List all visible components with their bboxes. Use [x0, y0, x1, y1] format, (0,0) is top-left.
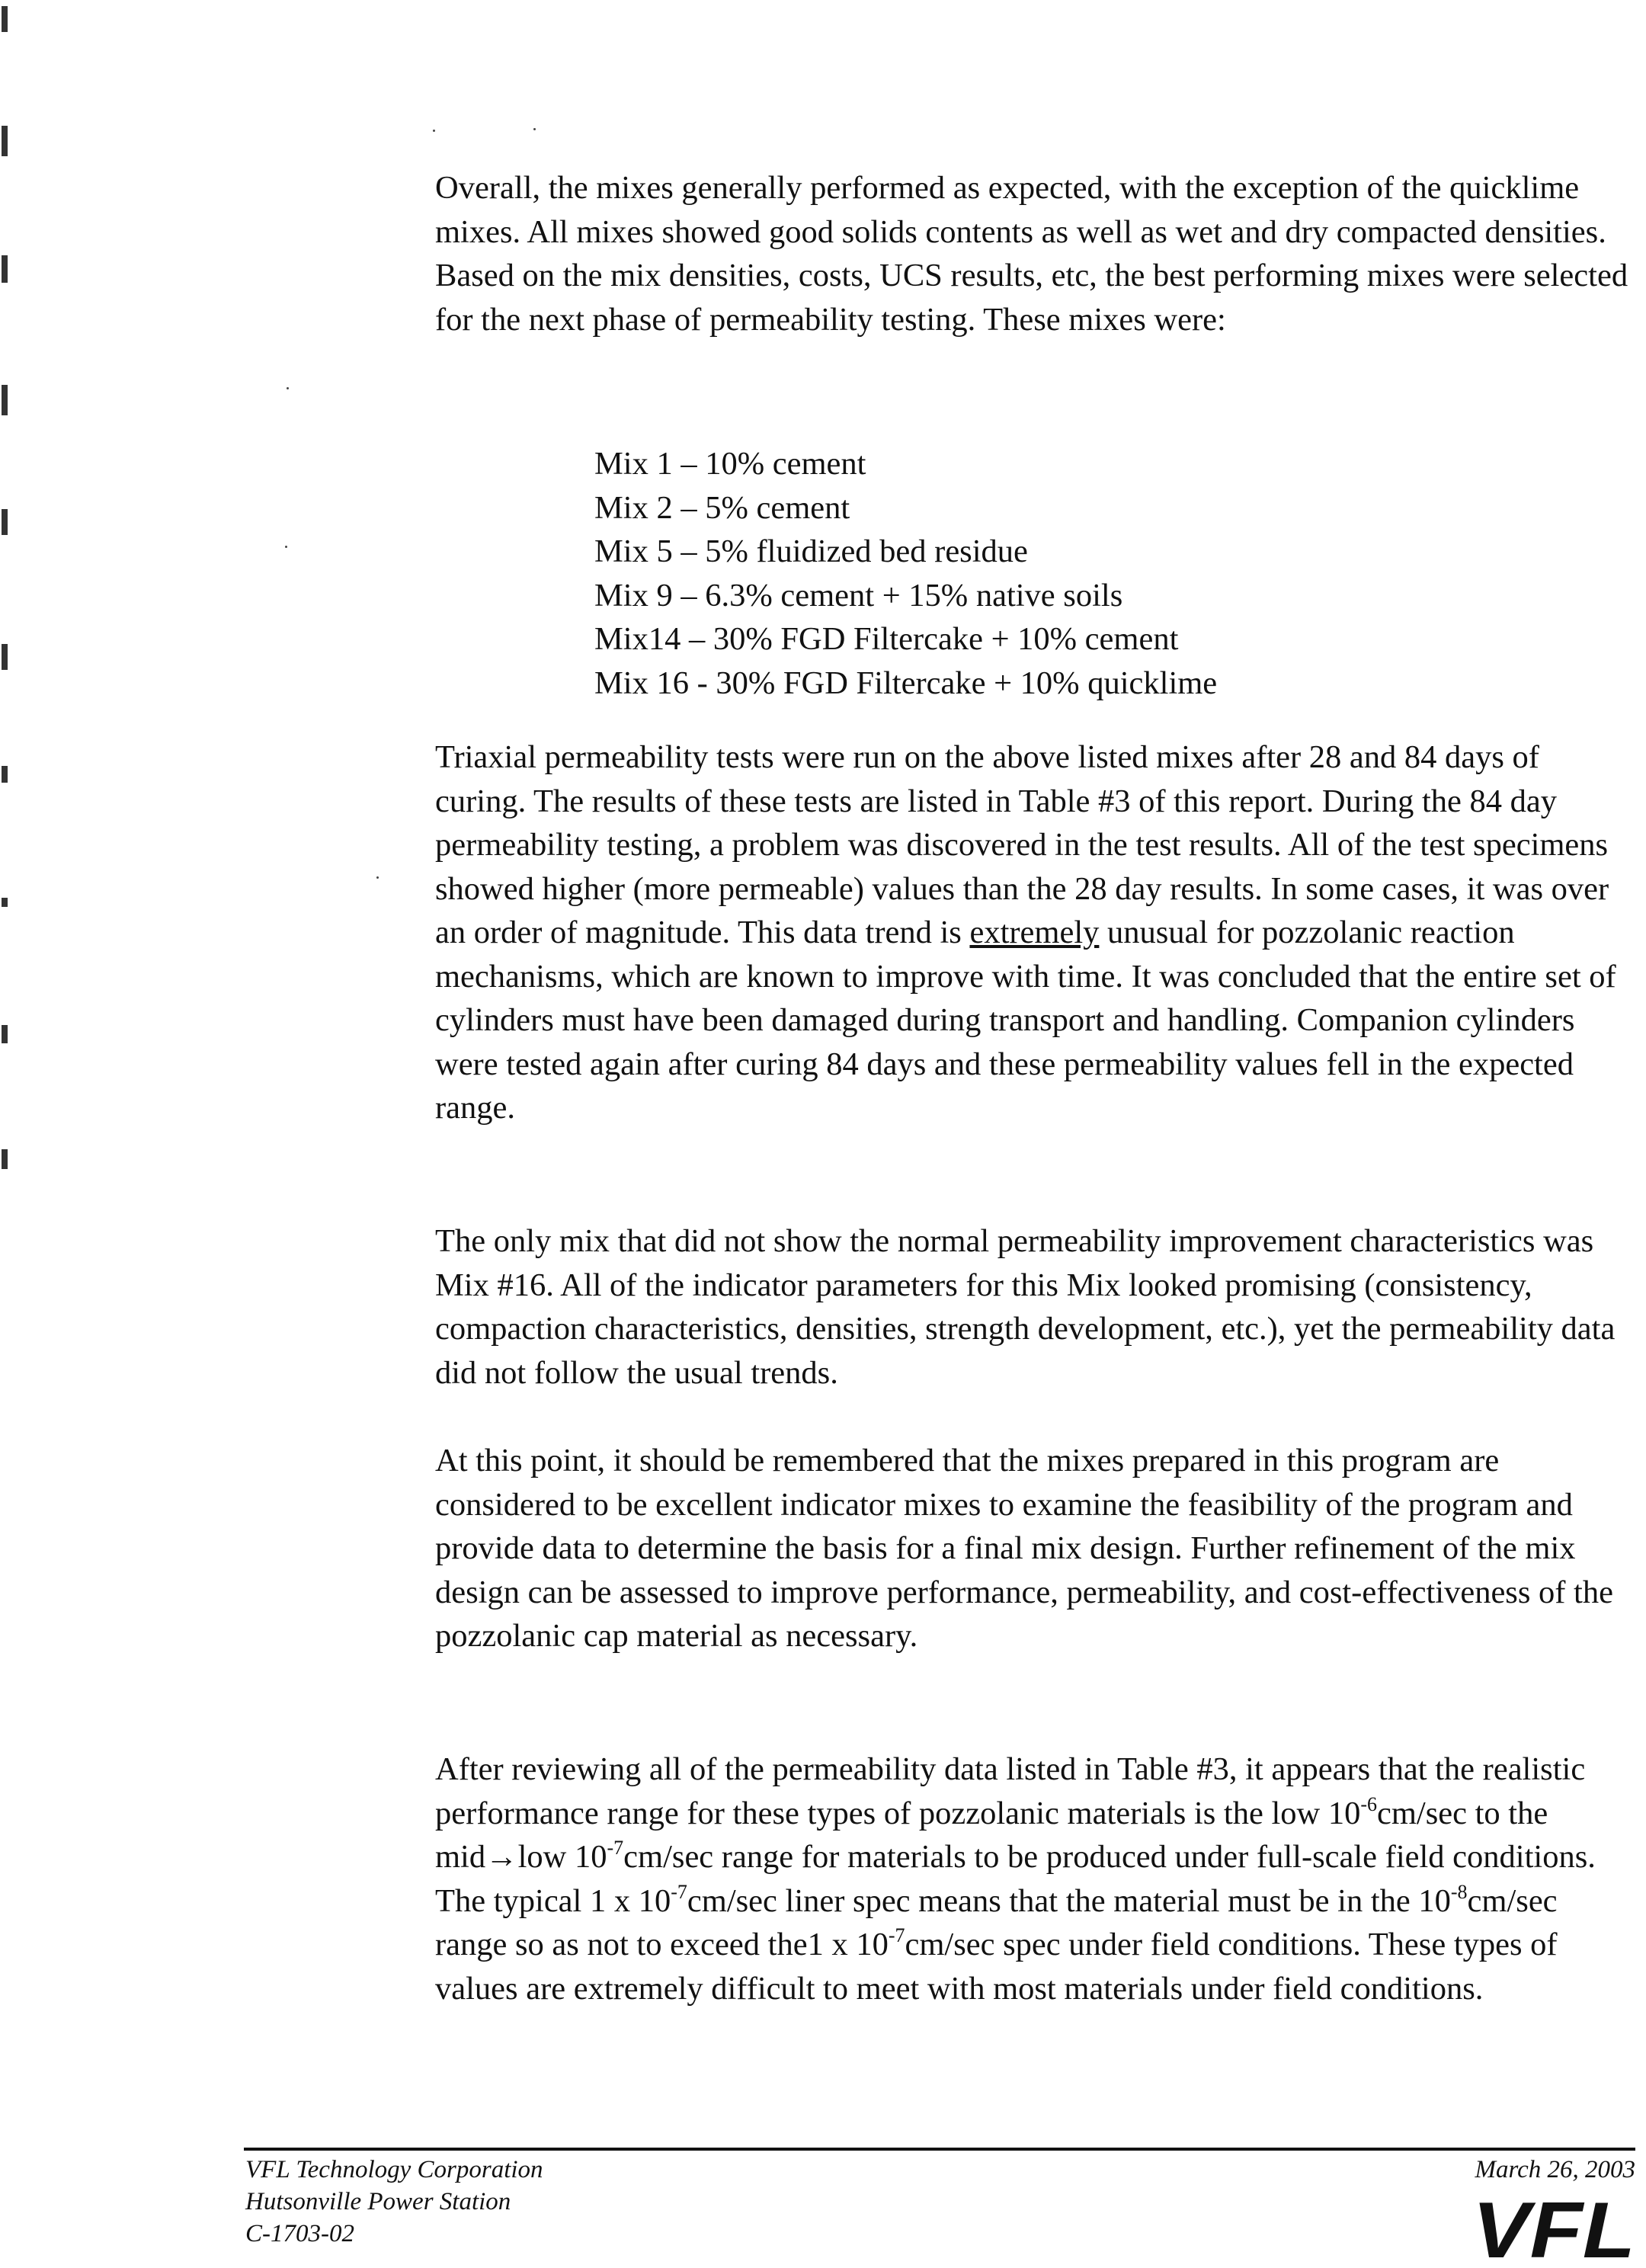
list-item: Mix 5 – 5% fluidized bed residue	[594, 533, 1028, 569]
footer-company: VFL Technology Corporation	[245, 2156, 543, 2183]
paragraph-text: cm/sec range so as not to exceed the1 x 10	[435, 1882, 1558, 1962]
paragraph-text: cm/sec range for materials to be produced under full-scale field conditions. The typical 1 x 10	[435, 1839, 1596, 1919]
paragraph-text: Triaxial permeability tests were run on the above listed mixes after 28 and 84 days of curing. The results of these tests are listed in Table #3 of this report. During the 84 day permeability testing, a problem was discovered in the test results. All of the test specimens showed higher (more permeable) values than the 28 day results. In some cases, it was over an order of magnitude. This data trend is	[435, 739, 1609, 950]
list-item: Mix14 – 30% FGD Filtercake + 10% cement	[594, 621, 1179, 657]
paragraph-performance-range	[435, 1747, 1632, 2010]
scan-margin-marks	[0, 0, 30, 1296]
paragraph-text: unusual for pozzolanic reaction mechanisms, which are known to improve with time. It was concluded that the entire set of cylinders must have been damaged during transport and handling. Companion cylinders were tested again after curing 84 days and these permeability values fell in the expected range.	[435, 915, 1616, 1126]
exponent: -7	[888, 1924, 905, 1946]
list-item: Mix 2 – 5% cement	[594, 489, 850, 526]
footer-divider	[244, 2148, 1635, 2151]
footer-doc-number: C-1703-02	[245, 2220, 354, 2247]
paragraph-text: cm/sec spec under field conditions. These types of values are extremely difficult to meet with most materials under field conditions.	[435, 1927, 1558, 2007]
paragraph-triaxial-testing	[435, 735, 1632, 1130]
footer-date: March 26, 2003	[1475, 2156, 1635, 2183]
list-item: Mix 1 – 10% cement	[594, 446, 866, 482]
footer-site: Hutsonville Power Station	[245, 2188, 511, 2215]
vfl-logo	[1469, 2187, 1638, 2263]
footer-info	[245, 2154, 543, 2250]
list-item: Mix 16 - 30% FGD Filtercake + 10% quicklime	[594, 665, 1218, 701]
paragraph-mix-16: The only mix that did not show the normal permeability improvement characteristics was Mix #16. All of the indicator parameters for this Mix looked promising (consistency, compaction characteristics, densities, strength development, etc.), yet the permeability data did not follow the usual trends.	[435, 1223, 1616, 1391]
paragraph-intro: Overall, the mixes generally performed as expected, with the exception of the quicklime mixes. All mixes showed good solids contents as well as wet and dry compacted densities. Based on the mix densities, costs, UCS results, etc, the best performing mixes were selected for the next phase of permeability testing. These mixes were:	[435, 170, 1628, 338]
mix-list	[594, 442, 1217, 705]
exponent: -6	[1360, 1792, 1377, 1815]
exponent: -8	[1450, 1880, 1468, 1903]
paragraph-text: After reviewing all of the permeability data listed in Table #3, it appears that the realistic performance range for these types of pozzolanic materials is the low 10	[435, 1751, 1586, 1831]
paragraph-text: cm/sec liner spec means that the material must be in the 10	[687, 1882, 1451, 1919]
paragraph-indicator-mixes: At this point, it should be remembered that the mixes prepared in this program are considered to be excellent indicator mixes to examine the feasibility of the program and provide data to determine the basis for a final mix design. Further refinement of the mix design can be assessed to improve performance, permeability, and cost-effectiveness of the pozzolanic cap material as necessary.	[435, 1443, 1613, 1654]
paragraph-text: cm/sec to the mid→low 10	[435, 1795, 1548, 1875]
exponent: -7	[671, 1880, 687, 1903]
underlined-emphasis: extremely	[969, 915, 1100, 950]
logo-text: VFL	[1472, 2187, 1635, 2263]
exponent: -7	[607, 1837, 624, 1859]
list-item: Mix 9 – 6.3% cement + 15% native soils	[594, 577, 1123, 613]
